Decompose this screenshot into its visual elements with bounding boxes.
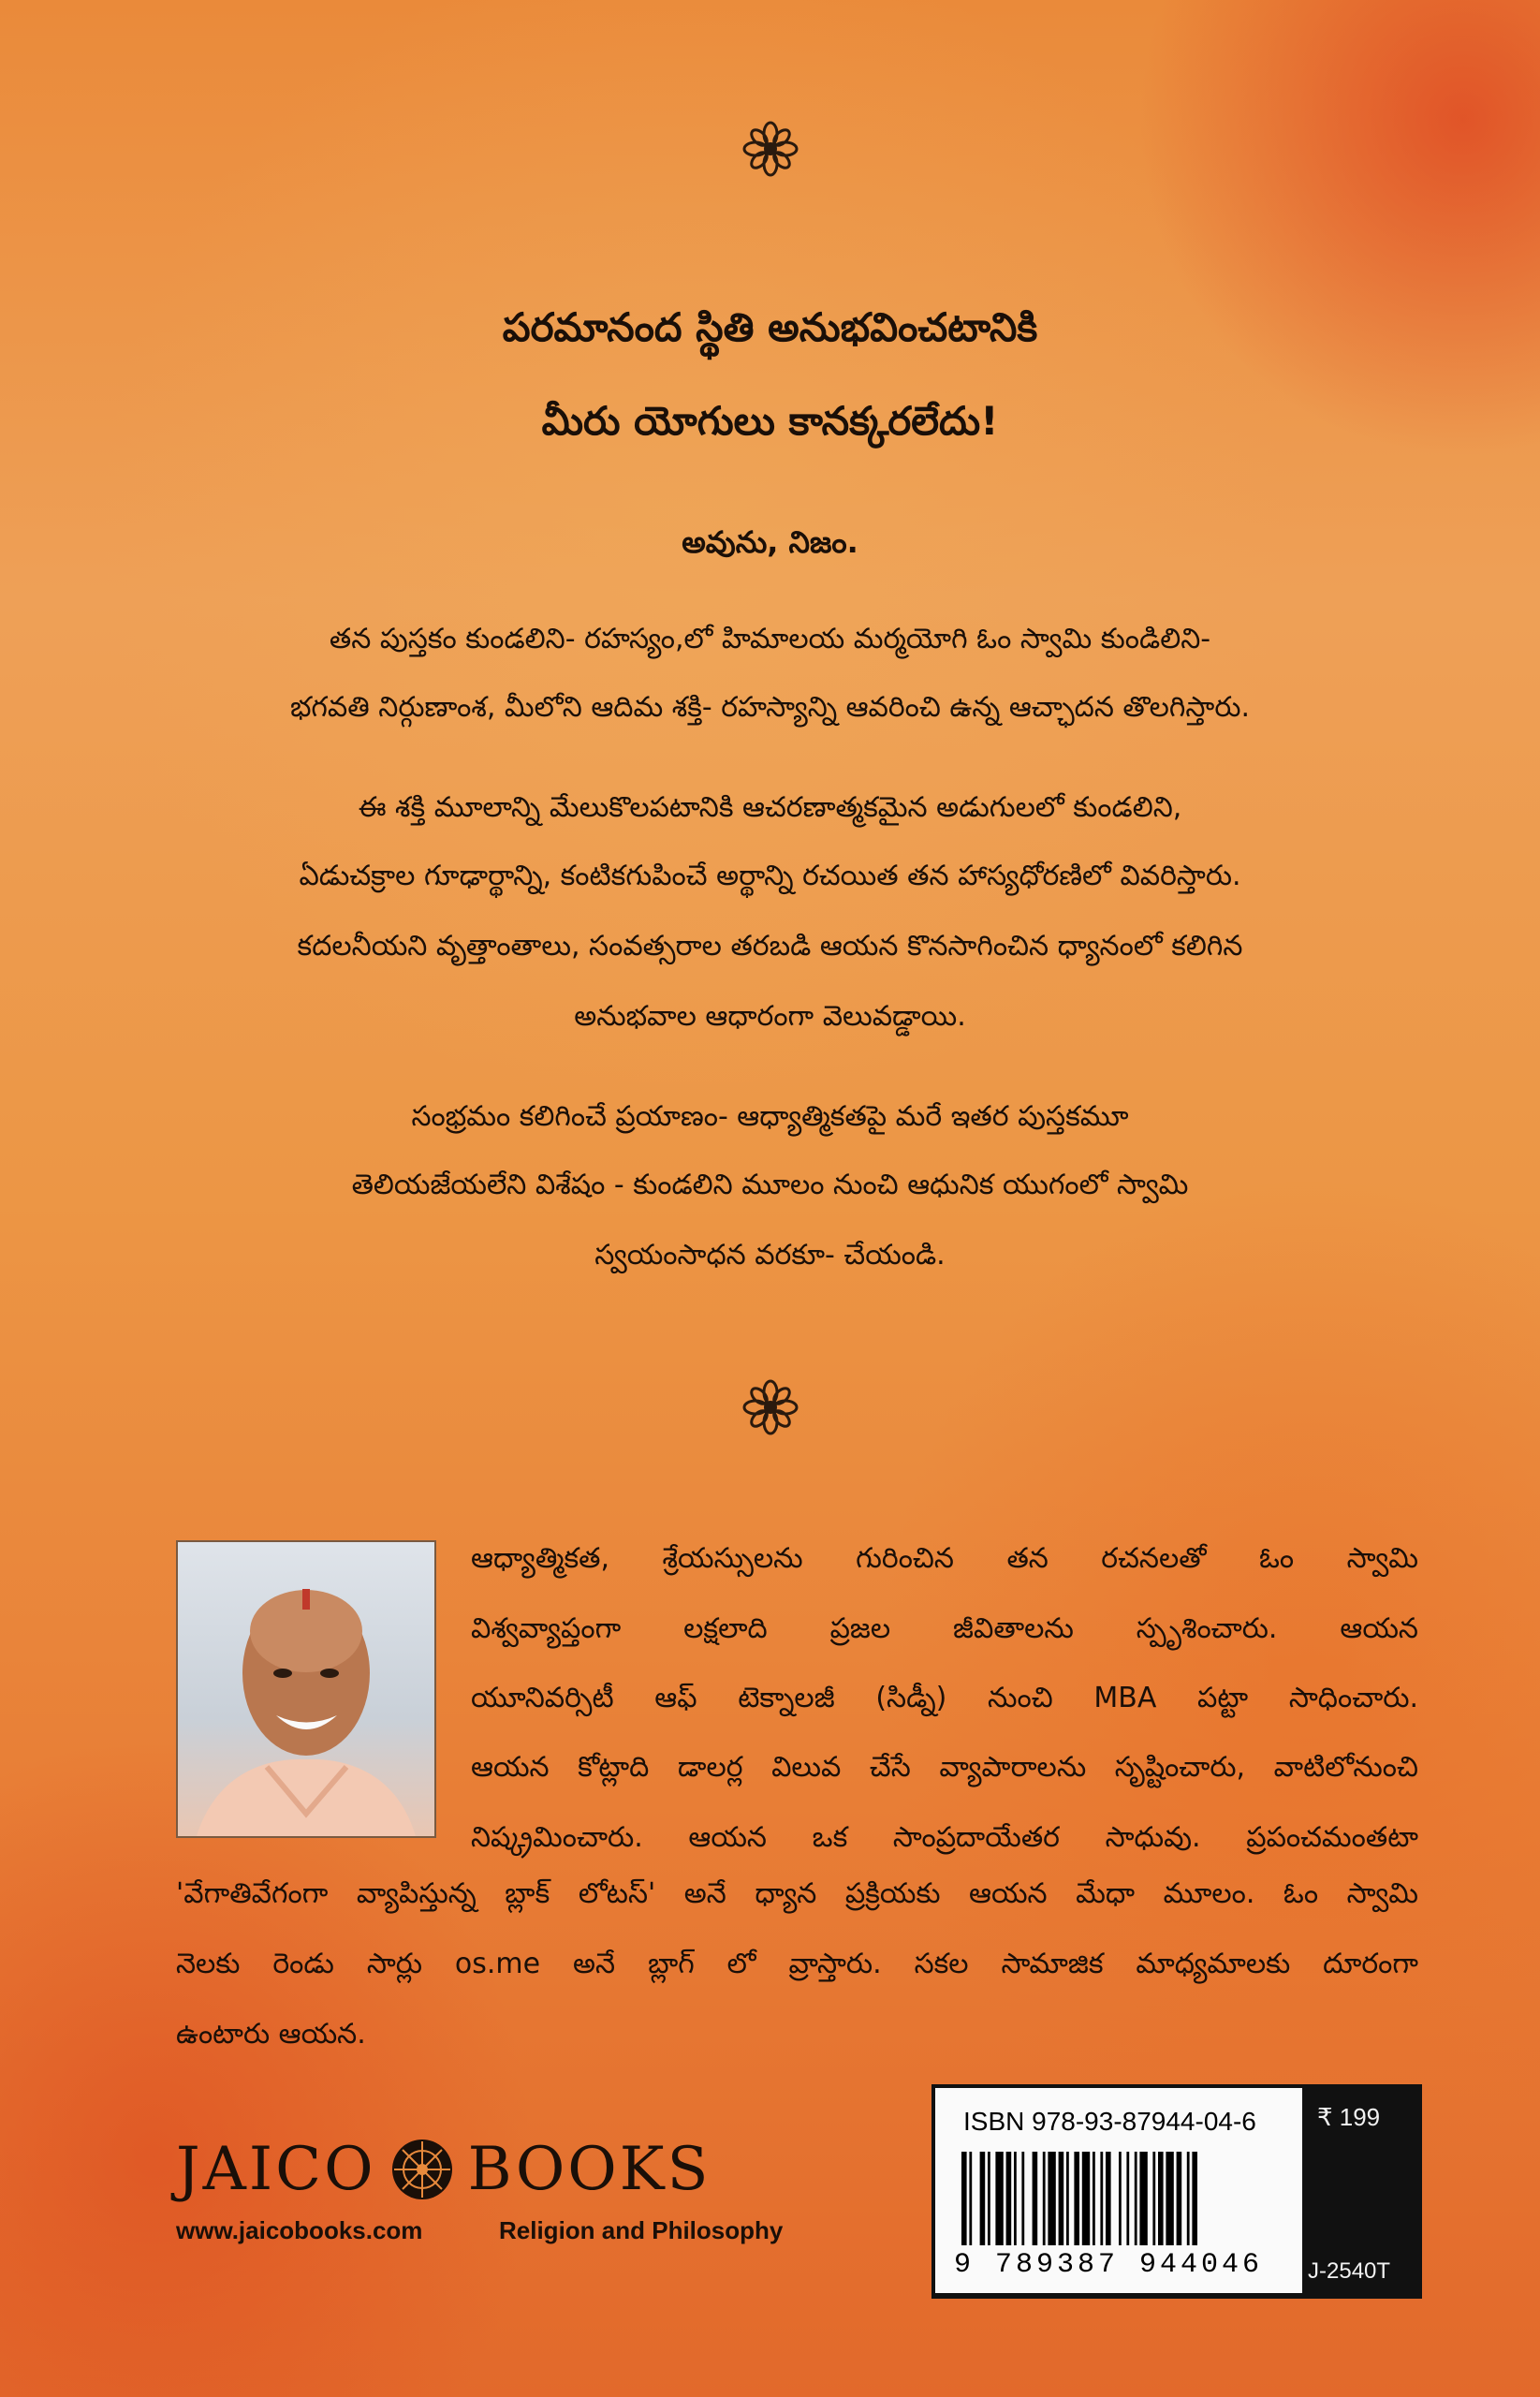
- barcode-bar: [1066, 2152, 1069, 2245]
- paragraph-3-line: తెలియజేయలేని విశేషం - కుండలిని మూలం నుంచి ఆధునిక యుగంలో స్వామి: [351, 1169, 1189, 1201]
- barcode-bars: [961, 2152, 1280, 2245]
- barcode-digits: 9 789387 944046: [954, 2249, 1264, 2281]
- bio-line: విశ్వవ్యాప్తంగా లక్షలాది ప్రజల జీవితాలను స్పృశించారు. ఆయన: [471, 1612, 1418, 1645]
- publisher-name-right: BOOKS: [467, 2135, 711, 2204]
- paragraph-3-line: స్వయంసాధన వరకూ- చేయండి.: [594, 1239, 946, 1272]
- barcode-bar: [1187, 2152, 1190, 2245]
- paragraph-2-line: అనుభవాల ఆధారంగా వెలువడ్డాయి.: [574, 1000, 966, 1033]
- paragraph-2-line: ఏడుచక్రాల గూఢార్థాన్ని, కంటికగుపించే అర్థాన్ని రచయిత తన హాస్యధోరణిలో వివరిస్తారు.: [299, 860, 1241, 892]
- paragraph-1-line: భగవతి నిర్గుణాంశ, మీలోని ఆదిమ శక్తి- రహస్యాన్ని ఆవరించి ఉన్న ఆచ్ఛాదన తొలగిస్తారు.: [289, 691, 1251, 724]
- publisher-logo: [176, 2135, 711, 2204]
- publisher-name-left: JAICO: [176, 2135, 376, 2204]
- price-label: ₹ 199: [1317, 2103, 1381, 2131]
- bio-line: ఆయన కోట్లాది డాలర్ల విలువ చేసే వ్యాపారాలను సృష్టించారు, వాటిలోనుంచి: [471, 1751, 1418, 1784]
- barcode-bar: [1093, 2152, 1095, 2245]
- lotus-ornament-icon: [740, 1376, 801, 1438]
- barcode-bar: [1006, 2152, 1012, 2245]
- barcode-bar: [1021, 2152, 1024, 2245]
- barcode-bar: [1166, 2152, 1173, 2245]
- bio-line: యూనివర్సిటీ ఆఫ్ టెక్నాలజీ (సిడ్నీ) నుంచి MBA పట్టా సాధించారు.: [471, 1682, 1418, 1714]
- barcode-bar: [1100, 2152, 1103, 2245]
- tagline-line-1: పరమానంద స్థితి అనుభవించటానికి: [502, 304, 1038, 350]
- bio-line: నెలకు రెండు సార్లు os.me అనే బ్లాగ్ లో వ్రాస్తారు. సకల సామాజిక మాధ్యమాలకు దూరంగా: [176, 1948, 1418, 1980]
- barcode-bar: [1177, 2152, 1182, 2245]
- barcode-bar: [961, 2152, 967, 2245]
- barcode-bar: [1119, 2152, 1122, 2245]
- affirmation: అవును, నిజం.: [682, 524, 858, 560]
- paragraph-2-line: ఈ శక్తి మూలాన్ని మేలుకొలపటానికి ఆచరణాత్మకమైన అడుగులలో కుండలిని,: [358, 791, 1182, 824]
- barcode-bar: [995, 2152, 1003, 2245]
- isbn-label: ISBN 978-93-87944-04-6: [963, 2107, 1256, 2136]
- book-category: Religion and Philosophy: [499, 2216, 784, 2244]
- barcode-bar: [980, 2152, 986, 2245]
- tagline-line-2: మీరు యోగులు కానక్కరలేదు!: [541, 398, 999, 444]
- paragraph-1-line: తన పుస్తకం కుండలిని- రహస్యం,లో హిమాలయ మర్మయోగి ఓం స్వామి కుండిలిని-: [329, 623, 1211, 655]
- barcode-bar: [1135, 2152, 1137, 2245]
- bio-line: నిష్క్రమించారు. ఆయన ఒక సాంప్రదాయేతర సాధువు. ప్రపంచమంతటా: [471, 1821, 1418, 1854]
- barcode-bar: [1014, 2152, 1017, 2245]
- lotus-ornament-icon: [740, 118, 801, 180]
- barcode-bar: [1192, 2152, 1197, 2245]
- barcode-bar: [1158, 2152, 1164, 2245]
- bio-line: ఉంటారు ఆయన.: [176, 2018, 366, 2051]
- barcode-block: [931, 2084, 1422, 2299]
- barcode-bar: [969, 2152, 972, 2245]
- barcode-bar: [988, 2152, 990, 2245]
- barcode-bar: [1152, 2152, 1155, 2245]
- barcode-bar: [1082, 2152, 1090, 2245]
- barcode-bar: [1048, 2152, 1055, 2245]
- book-code: J-2540T: [1308, 2258, 1391, 2284]
- barcode-bar: [1043, 2152, 1046, 2245]
- jaico-wheel-logo-icon: [389, 2137, 455, 2202]
- bio-line: 'వేగాతివేగంగా వ్యాపిస్తున్న బ్లాక్ లోటస్' అనే ధ్యాన ప్రక్రియకు ఆయన మేధా మూలం. ఓం స్వామి: [176, 1877, 1418, 1910]
- paragraph-3-line: సంభ్రమం కలిగించే ప్రయాణం- ఆధ్యాత్మికతపై మరే ఇతర పుస్తకమూ: [411, 1100, 1129, 1133]
- barcode-bar: [1059, 2152, 1064, 2245]
- barcode-bar: [1033, 2152, 1038, 2245]
- paragraph-2-line: కదలనీయని వృత్తాంతాలు, సంవత్సరాల తరబడి ఆయన కొనసాగించిన ధ్యానంలో కలిగిన: [297, 930, 1243, 963]
- barcode-bar: [1106, 2152, 1111, 2245]
- author-photo: [176, 1540, 436, 1838]
- barcode-bar: [1139, 2152, 1147, 2245]
- barcode-bar: [1126, 2152, 1129, 2245]
- barcode-panel: [935, 2088, 1302, 2293]
- publisher-website: www.jaicobooks.com: [176, 2216, 423, 2244]
- barcode-bar: [1074, 2152, 1079, 2245]
- bio-line: ఆధ్యాత్మికత, శ్రేయస్సులను గురించిన తన రచనలతో ఓం స్వామి: [471, 1542, 1418, 1575]
